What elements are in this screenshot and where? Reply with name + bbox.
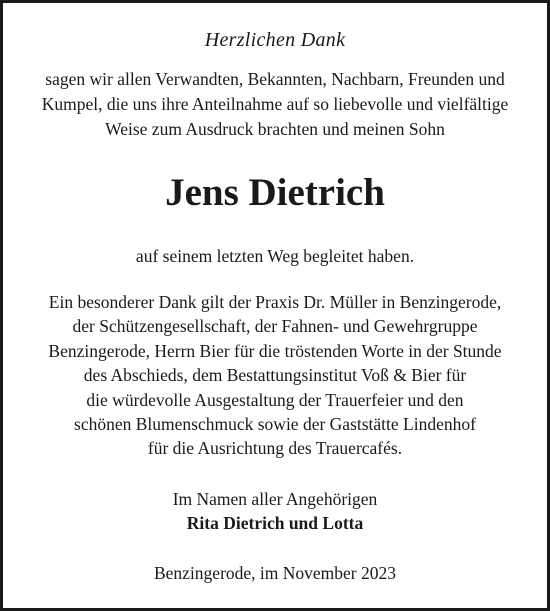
thanks-line: Benzingerode, Herrn Bier für die tröstenden Worte in der Stunde	[48, 340, 502, 361]
thanks-line: der Schützengesellschaft, der Fahnen- und Gewehrgruppe	[72, 316, 478, 337]
thanks-text	[3, 290, 547, 461]
thanks-line: des Abschieds, dem Bestattungsinstitut Voß & Bier für	[83, 365, 467, 386]
intro-text	[3, 67, 547, 142]
thanks-line: für die Ausrichtung des Trauercafés.	[147, 438, 403, 459]
closing-block	[3, 487, 547, 535]
thanks-line: die würdevolle Ausgestaltung der Trauerfeier und den	[86, 389, 464, 410]
intro-line: Kumpel, die uns ihre Anteilnahme auf so liebevolle und vielfältige	[41, 94, 509, 114]
place-date: Benzingerode, im November 2023	[153, 563, 397, 583]
thanks-line: schönen Blumenschmuck sowie der Gaststätte Lindenhof	[74, 414, 476, 435]
after-name-text: auf seinem letzten Weg begleitet haben.	[135, 246, 415, 266]
signers: Rita Dietrich und Lotta	[186, 513, 364, 533]
heading: Herzlichen Dank	[204, 29, 346, 51]
thanks-line: Ein besonderer Dank gilt der Praxis Dr. Müller in Benzingerode,	[48, 292, 502, 312]
intro-line: sagen wir allen Verwandten, Bekannten, Nachbarn, Freunden und	[45, 69, 505, 89]
intro-line: Weise zum Ausdruck brachten und meinen Sohn	[105, 119, 445, 139]
deceased-name: Jens Dietrich	[165, 171, 385, 214]
closing-text: Im Namen aller Angehörigen	[172, 489, 378, 509]
